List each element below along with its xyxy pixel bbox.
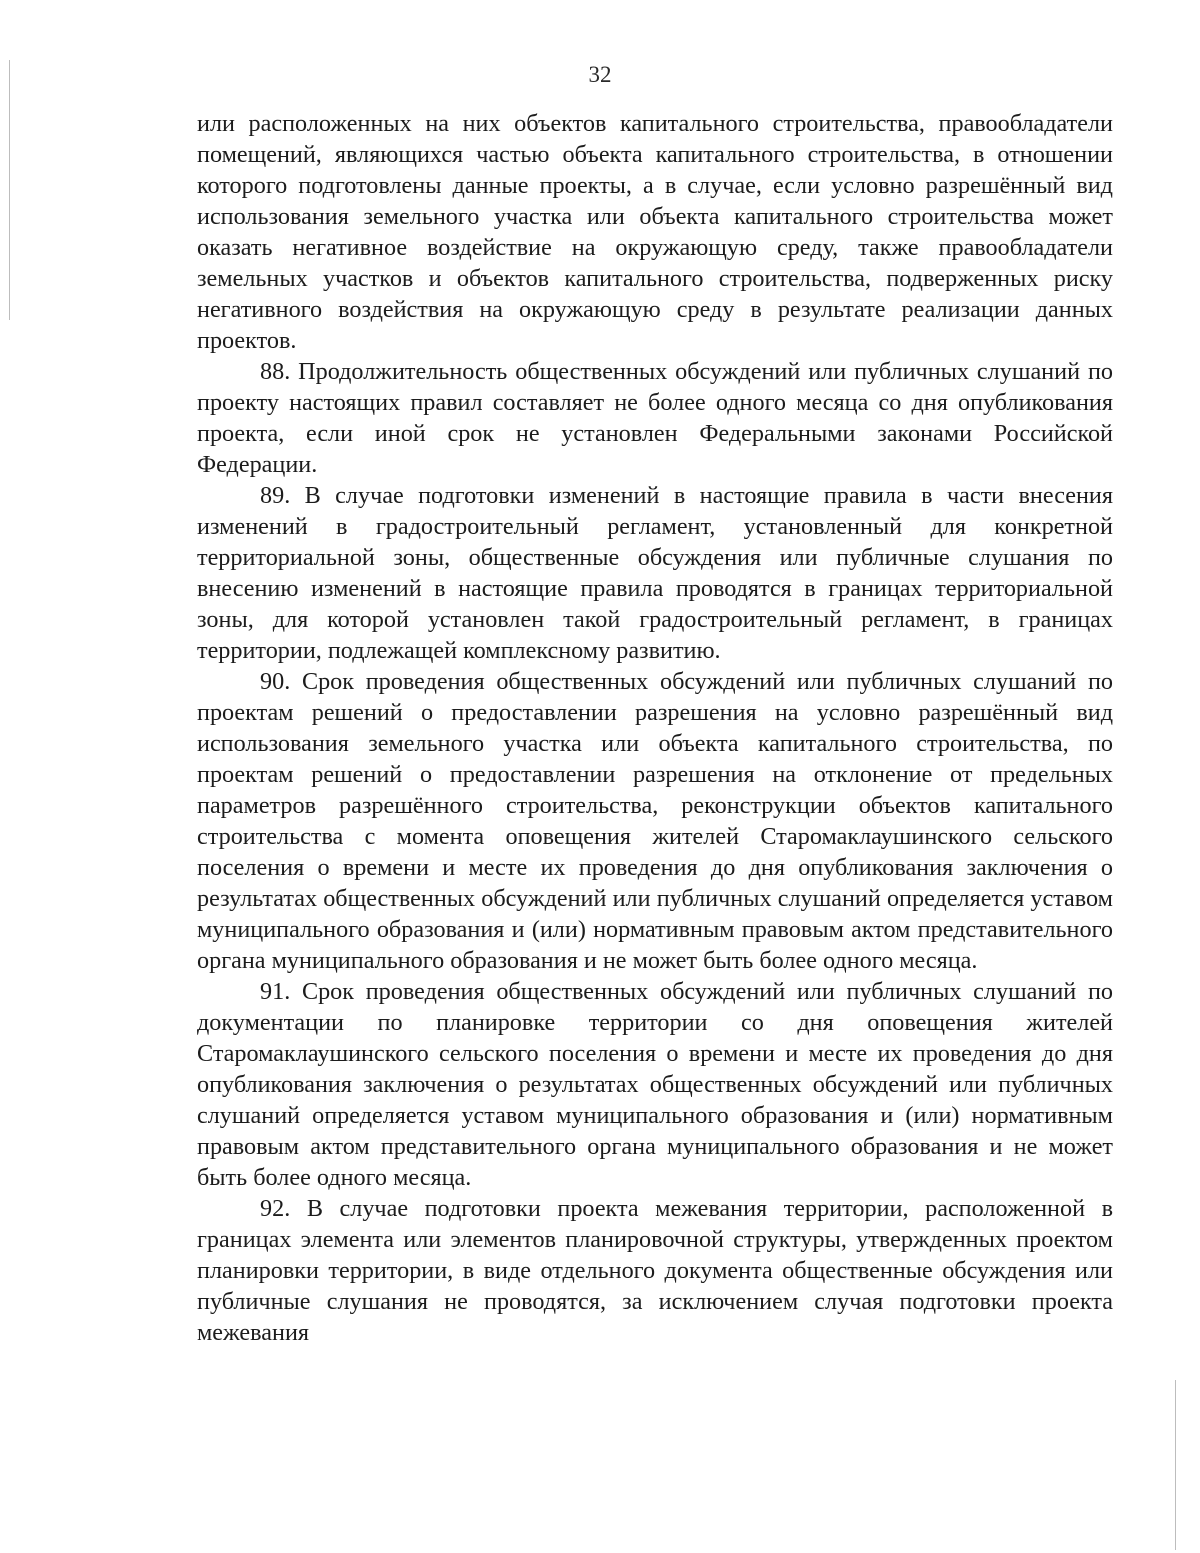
- paragraph-continuation: [197, 108, 1113, 356]
- paragraph-number: 91.: [260, 978, 291, 1005]
- paragraph-text: или расположенных на них объектов капитального строительства, правообладатели помещений, являющихся частью объекта капитального строительства, в отношении которого подготовлены данные проекты, а в случае, если условно разрешённый вид использования земельного участка или объекта капитального строительства может оказать негативное воздействие на окружающую среду, также правообладатели земельных участков и объектов капитального строительства, подверженных риску негативного воздействия на окружающую среду в результате реализации данных проектов.: [197, 110, 1113, 354]
- page-number: 32: [588, 62, 612, 87]
- paragraph-90: [197, 666, 1113, 976]
- paragraph-88: [197, 356, 1113, 480]
- paragraph-text: В случае подготовки изменений в настоящие правила в части внесения изменений в градостроительный регламент, установленный для конкретной территориальной зоны, общественные обсуждения или публичные слушания по внесению изменений в настоящие правила проводятся в границах территориальной зоны, для которой установлен такой градостроительный регламент, в границах территории, подлежащей комплексному развитию.: [197, 482, 1113, 664]
- paragraph-number: 88.: [260, 358, 291, 385]
- paragraph-91: [197, 976, 1113, 1193]
- paragraph-text: Срок проведения общественных обсуждений или публичных слушаний по документации по планировке территории со дня оповещения жителей Старомаклаушинского сельского поселения о времени и месте их проведения до дня опубликования заключения о результатах общественных обсуждений или публичных слушаний определяется уставом муниципального образования и (или) нормативным правовым актом представительного органа муниципального образования и не может быть более одного месяца.: [197, 978, 1113, 1191]
- paragraph-92: [197, 1193, 1113, 1348]
- paragraph-text: В случае подготовки проекта межевания территории, расположенной в границах элемента или элементов планировочной структуры, утвержденных проектом планировки территории, в виде отдельного документа общественные обсуждения или публичные слушания не проводятся, за исключением случая подготовки проекта межевания: [197, 1195, 1114, 1346]
- document-body: [197, 108, 1113, 1348]
- scan-edge-mark-left: [9, 60, 10, 320]
- paragraph-number: 92.: [260, 1195, 291, 1222]
- paragraph-text: Продолжительность общественных обсуждений или публичных слушаний по проекту настоящих правил составляет не более одного месяца со дня опубликования проекта, если иной срок не установлен Федеральными законами Российской Федерации.: [197, 358, 1113, 478]
- paragraph-number: 89.: [260, 482, 291, 509]
- paragraph-text: Срок проведения общественных обсуждений или публичных слушаний по проектам решений о предоставлении разрешения на условно разрешённый вид использования земельного участка или объекта капитального строительства, по проектам решений о предоставлении разрешения на отклонение от предельных параметров разрешённого строительства, реконструкции объектов капитального строительства с момента оповещения жителей Старомаклаушинского сельского поселения о времени и месте их проведения до дня опубликования заключения о результатах общественных обсуждений или публичных слушаний определяется уставом муниципального образования и (или) нормативным правовым актом представительного органа муниципального образования и не может быть более одного месяца.: [197, 668, 1113, 974]
- paragraph-number: 90.: [260, 668, 291, 695]
- paragraph-89: [197, 480, 1113, 666]
- scan-edge-mark-right: [1175, 1380, 1176, 1550]
